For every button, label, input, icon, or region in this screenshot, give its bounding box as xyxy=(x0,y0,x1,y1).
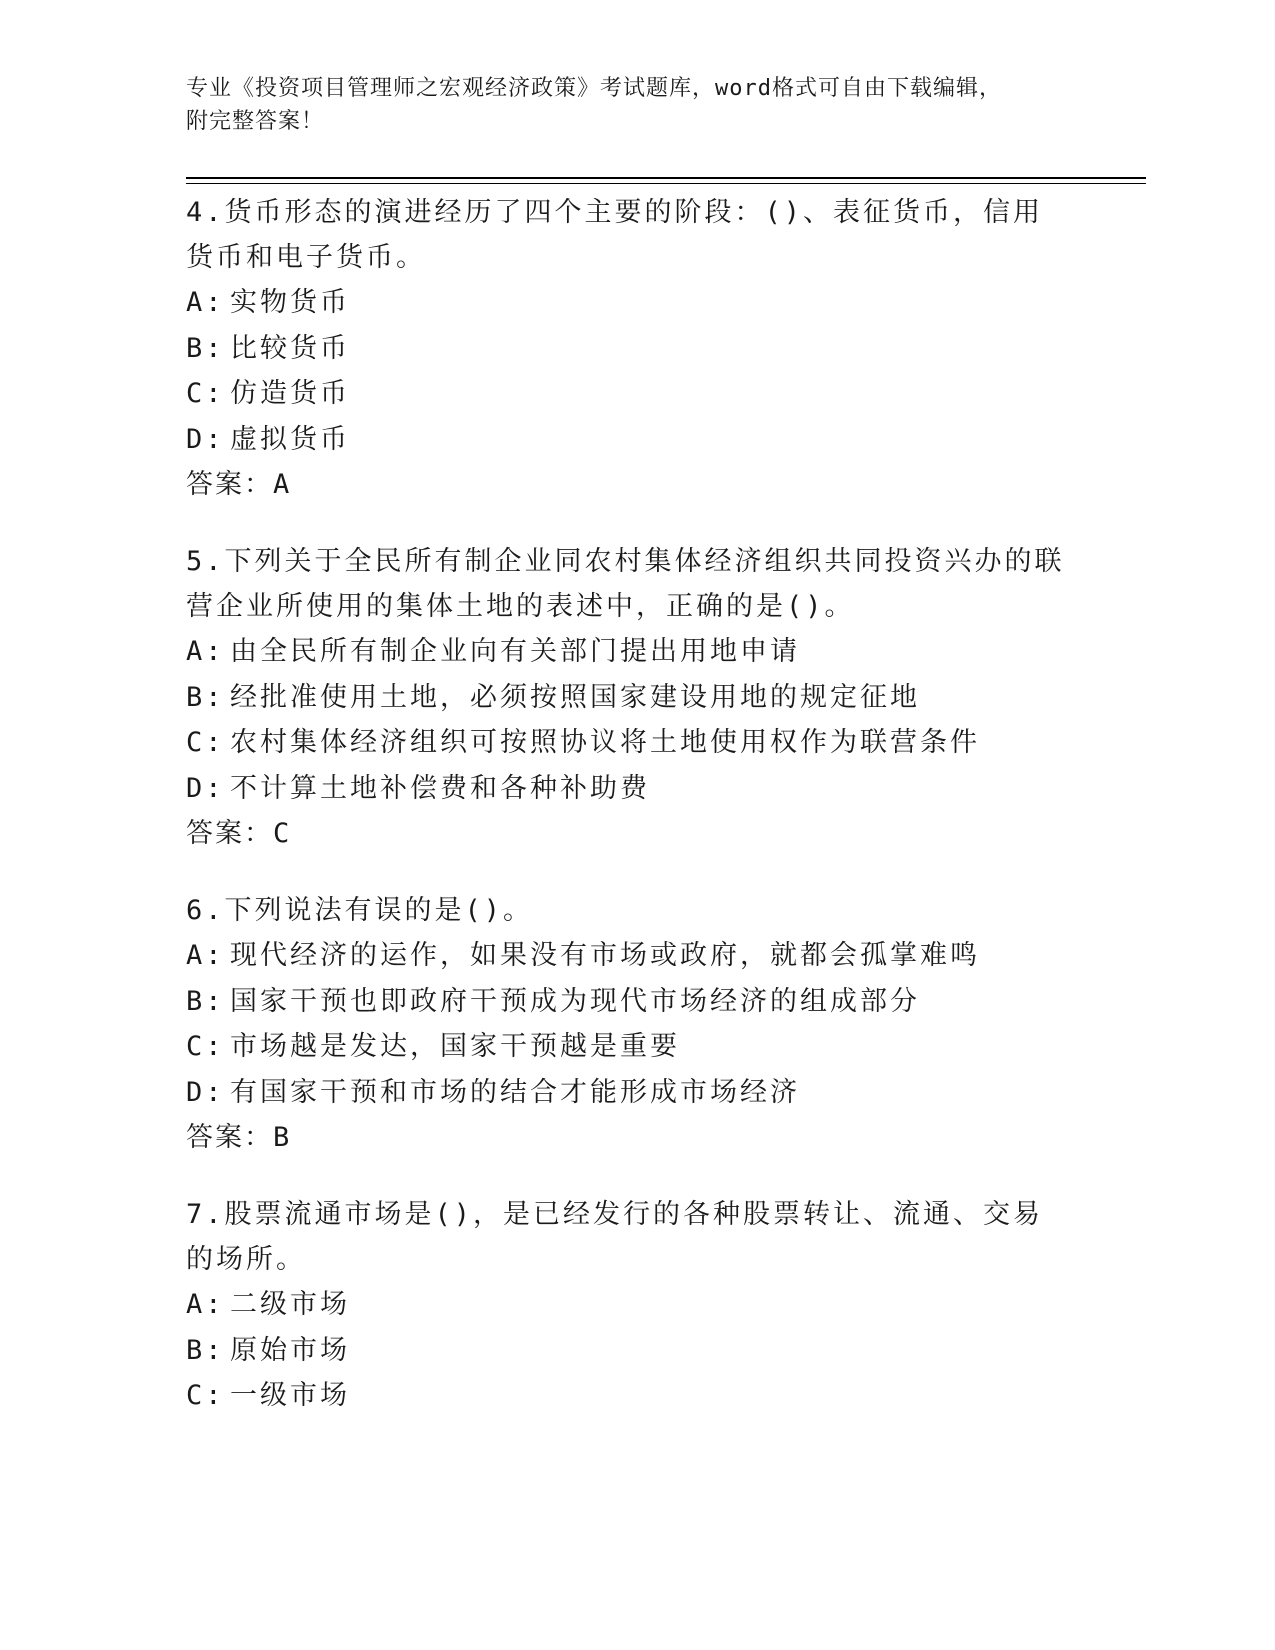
header-line-2: 附完整答案！ xyxy=(186,109,325,134)
answer-line xyxy=(186,462,1066,507)
option-b xyxy=(186,979,1066,1025)
option-c xyxy=(186,371,1066,417)
option-d xyxy=(186,766,1066,812)
header-line-1: 专业《投资项目管理师之宏观经济政策》考试题库，word格式可自由下载编辑， xyxy=(186,76,1002,101)
option-letter: B: xyxy=(186,1334,225,1366)
option-text: 比较货币 xyxy=(230,332,350,364)
option-text: 由全民所有制企业向有关部门提出用地申请 xyxy=(230,636,800,667)
answer-line xyxy=(186,811,1066,856)
answer-label: 答案： xyxy=(186,1122,273,1153)
option-a xyxy=(186,1282,1066,1328)
option-c xyxy=(186,1373,1066,1419)
header-divider-thin xyxy=(186,183,1146,184)
question-list xyxy=(186,190,1066,1451)
option-d xyxy=(186,1070,1066,1116)
option-letter: C: xyxy=(186,1031,225,1062)
question-stem: 7.股票流通市场是()，是已经发行的各种股票转让、流通、交易的场所。 xyxy=(186,1199,1044,1275)
question-4 xyxy=(186,190,1066,507)
option-text: 现代经济的运作，如果没有市场或政府，就都会孤掌难鸣 xyxy=(230,940,980,971)
option-text: 一级市场 xyxy=(230,1380,350,1411)
option-text: 二级市场 xyxy=(230,1289,350,1320)
question-stem: 6.下列说法有误的是()。 xyxy=(186,895,534,926)
option-text: 农村集体经济组织可按照协议将土地使用权作为联营条件 xyxy=(230,727,980,758)
option-text: 实物货币 xyxy=(230,287,350,318)
option-letter: A: xyxy=(186,1289,225,1320)
option-text: 国家干预也即政府干预成为现代市场经济的组成部分 xyxy=(230,985,920,1017)
option-letter: D: xyxy=(186,423,225,455)
option-letter: C: xyxy=(186,378,225,409)
option-letter: C: xyxy=(186,727,225,758)
option-text: 仿造货币 xyxy=(230,378,350,409)
option-letter: A: xyxy=(186,940,225,971)
option-letter: B: xyxy=(186,985,225,1017)
document-header xyxy=(186,72,1066,138)
option-text: 市场越是发达，国家干预越是重要 xyxy=(230,1031,680,1062)
option-text: 经批准使用土地，必须按照国家建设用地的规定征地 xyxy=(230,681,920,713)
question-7 xyxy=(186,1192,1066,1419)
answer-value: B xyxy=(273,1122,292,1153)
option-letter: A: xyxy=(186,287,225,318)
option-text: 原始市场 xyxy=(230,1334,350,1366)
option-letter: D: xyxy=(186,1076,225,1108)
option-b xyxy=(186,326,1066,372)
option-b xyxy=(186,675,1066,721)
option-letter: D: xyxy=(186,772,225,804)
option-letter: C: xyxy=(186,1380,225,1411)
option-b xyxy=(186,1328,1066,1374)
option-letter: A: xyxy=(186,636,225,667)
option-letter: B: xyxy=(186,332,225,364)
option-text: 有国家干预和市场的结合才能形成市场经济 xyxy=(230,1076,800,1108)
answer-label: 答案： xyxy=(186,469,273,500)
header-divider-thick xyxy=(186,177,1146,179)
option-a xyxy=(186,933,1066,979)
option-text: 不计算土地补偿费和各种补助费 xyxy=(230,772,650,804)
answer-label: 答案： xyxy=(186,818,273,849)
option-a xyxy=(186,629,1066,675)
option-c xyxy=(186,720,1066,766)
option-a xyxy=(186,280,1066,326)
answer-line xyxy=(186,1115,1066,1160)
question-stem: 4.货币形态的演进经历了四个主要的阶段：()、表征货币，信用货币和电子货币。 xyxy=(186,197,1044,273)
option-letter: B: xyxy=(186,681,225,713)
question-stem: 5.下列关于全民所有制企业同农村集体经济组织共同投资兴办的联营企业所使用的集体土地的表述中，正确的是()。 xyxy=(186,546,1065,622)
answer-value: C xyxy=(273,818,292,849)
option-c xyxy=(186,1024,1066,1070)
question-5 xyxy=(186,539,1066,856)
option-d xyxy=(186,417,1066,463)
answer-value: A xyxy=(273,469,292,500)
question-6 xyxy=(186,888,1066,1160)
option-text: 虚拟货币 xyxy=(230,423,350,455)
